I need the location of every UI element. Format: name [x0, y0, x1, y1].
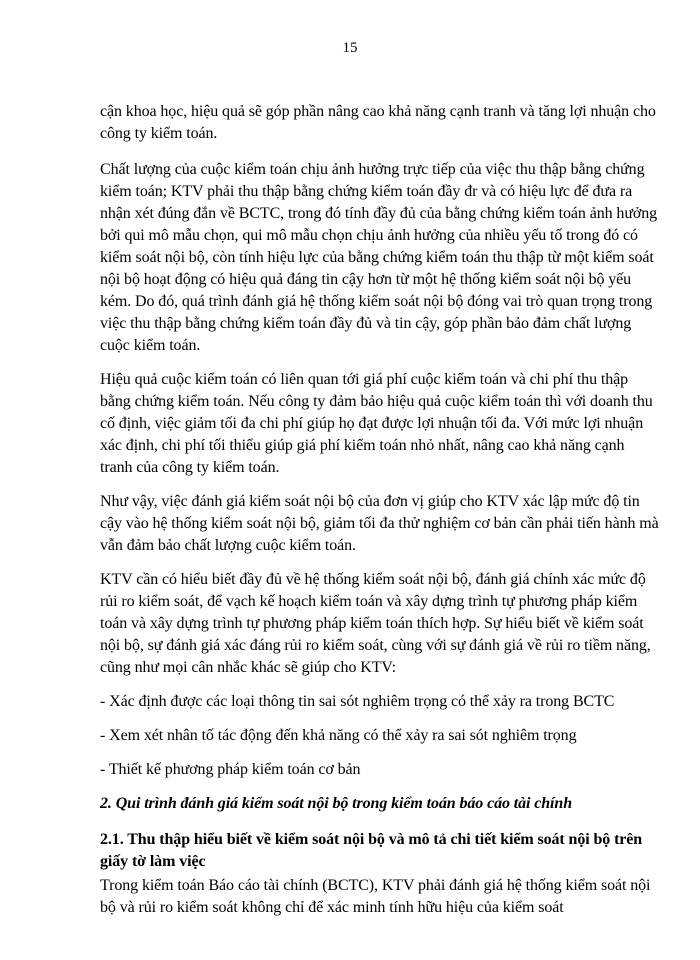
paragraph-audit-quality: Chất lượng của cuộc kiểm toán chịu ảnh hưởng trực tiếp của việc thu thập bằng chứng kiểm toán; KTV phải thu thập bằng chứng kiểm toán đầy đr và có hiệu lực để đưa ra nhận xét đúng đắn về BCTC, trong đó tính đầy đủ của bằng chứng kiểm toán ảnh hưởng bởi qui mô mẫu chọn, qui mô mẫu chọn chịu ảnh hưởng của nhiều yếu tố trong đó có kiểm soát nội bộ, còn tính hiệu lực của bằng chứng kiểm toán thu thập từ một kiểm soát nội bộ hoạt động có hiệu quả đáng tin cậy hơn từ một hệ thống kiểm soát nội bộ yếu kém. Do đó, quá trình đánh giá hệ thống kiểm soát nội bộ đóng vai trò quan trọng trong việc thu thập bằng chứng kiểm toán đầy đủ và tin cậy, góp phần bảo đảm chất lượng cuộc kiểm toán. — [100, 161, 658, 354]
document-body — [100, 101, 660, 919]
bullet-item-1: - Xác định được các loại thông tin sai sót nghiêm trọng có thể xảy ra trong BCTC — [100, 693, 615, 710]
paragraph-ktv-understanding: KTV cần có hiểu biết đầy đủ về hệ thống kiểm soát nội bộ, đánh giá chính xác mức độ rủi ro kiểm soát, để vạch kế hoạch kiểm toán và xây dựng trình tự phương pháp kiểm toán và xây dựng trình tự phương pháp kiểm toán thích hợp. Sự hiểu biết về kiểm soát nội bộ, sự đánh giá xác đáng rủi ro kiểm soát, cùng với sự đánh giá về rủi ro tiềm năng, cũng như mọi cân nhắc khác sẽ giúp cho KTV: — [100, 571, 651, 676]
section-heading-2-1: 2.1. Thu thập hiểu biết về kiểm soát nội bộ và mô tả chi tiết kiểm soát nội bộ trên giấy tờ làm việc — [100, 831, 643, 870]
paragraph-continued: cận khoa học, hiệu quả sẽ góp phần nâng cao khả năng cạnh tranh và tăng lợi nhuận cho công ty kiểm toán. — [100, 103, 656, 142]
bullet-item-3: - Thiết kế phương pháp kiểm toán cơ bản — [100, 761, 361, 778]
paragraph-final: Trong kiểm toán Báo cáo tài chính (BCTC), KTV phải đánh giá hệ thống kiểm soát nội bộ và rủi ro kiểm soát không chỉ để xác minh tính hữu hiệu của kiểm soát — [100, 877, 651, 916]
paragraph-audit-efficiency: Hiệu quả cuộc kiểm toán có liên quan tới giá phí cuộc kiểm toán và chi phí thu thập bằng chứng kiểm toán. Nếu công ty đảm bảo hiệu quả cuộc kiểm toán thì với doanh thu cố định, việc giảm tối đa chi phí giúp họ đạt được lợi nhuận tối đa. Với mức lợi nhuận xác định, chi phí tối thiểu giúp giá phí kiểm toán nhỏ nhất, nâng cao khả năng cạnh tranh của công ty kiểm toán. — [100, 371, 653, 476]
paragraph-conclusion: Như vậy, việc đánh giá kiểm soát nội bộ của đơn vị giúp cho KTV xác lập mức độ tin cậy vào hệ thống kiểm soát nội bộ, giảm tối đa thử nghiệm cơ bản cần phải tiến hành mà vẫn đảm bảo chất lượng cuộc kiểm toán. — [100, 493, 659, 554]
page-number: 15 — [342, 40, 358, 56]
section-heading-2: 2. Qui trình đánh giá kiểm soát nội bộ trong kiểm toán báo cáo tài chính — [100, 795, 573, 812]
bullet-item-2: - Xem xét nhân tố tác động đến khả năng có thể xảy ra sai sót nghiêm trọng — [100, 727, 577, 744]
